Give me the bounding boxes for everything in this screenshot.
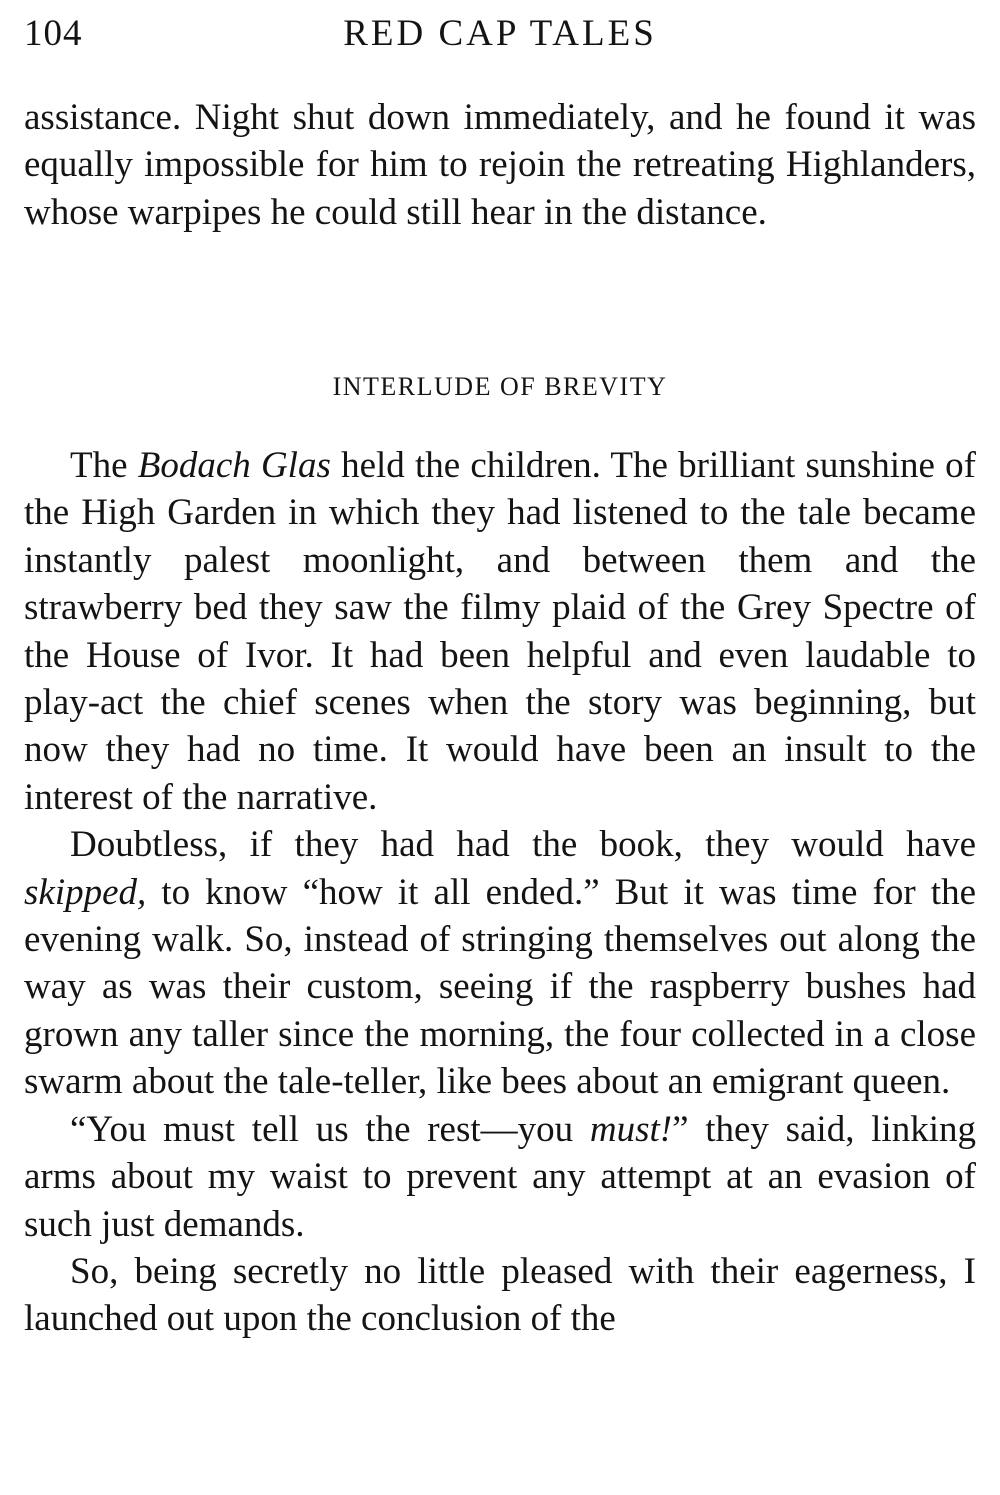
page-header: [24, 12, 976, 60]
continuation-paragraph: assistance. Night shut down immediately, and he found it was equally impossible for him to rejoin the retreating Highlanders, whose warpipes he could still hear in the distance.: [24, 97, 976, 233]
section-heading: INTERLUDE OF BREVITY: [332, 372, 668, 401]
italic-word: must!: [589, 1108, 673, 1150]
paragraph-3: “You must tell us the rest—you must!” they said, linking arms about my waist to prevent any attempt at an evasion of such just demands.: [24, 1108, 976, 1245]
paragraph-4: So, being secretly no little pleased with their eagerness, I launched out upon the conclusion of the: [24, 1250, 976, 1340]
continuation-text: [24, 94, 976, 236]
body-text: [24, 442, 976, 1343]
italic-word: skipped,: [24, 871, 147, 913]
italic-phrase: Bodach Glas: [137, 445, 331, 486]
page-number: 104: [24, 13, 83, 54]
running-title: RED CAP TALES: [343, 13, 657, 54]
paragraph-2: Doubtless, if they had had the book, they would have skipped, to know “how it all ended.” But it was time for the evening walk. So, instead of stringing themselves out along the way as was their custom, seeing if the raspberry bushes had grown any taller since the morning, the four collected in a close swarm about the tale-teller, like bees about an emigrant queen.: [24, 824, 976, 1103]
paragraph-1: The Bodach Glas held the children. The brilliant sunshine of the High Garden in which they had listened to the tale became instantly palest moonlight, and between them and the strawberry bed they saw the filmy plaid of the Grey Spectre of the House of Ivor. It had been helpful and even laudable to play-act the chief scenes when the story was beginning, but now they had no time. It would have been an insult to the interest of the narrative.: [24, 445, 976, 818]
